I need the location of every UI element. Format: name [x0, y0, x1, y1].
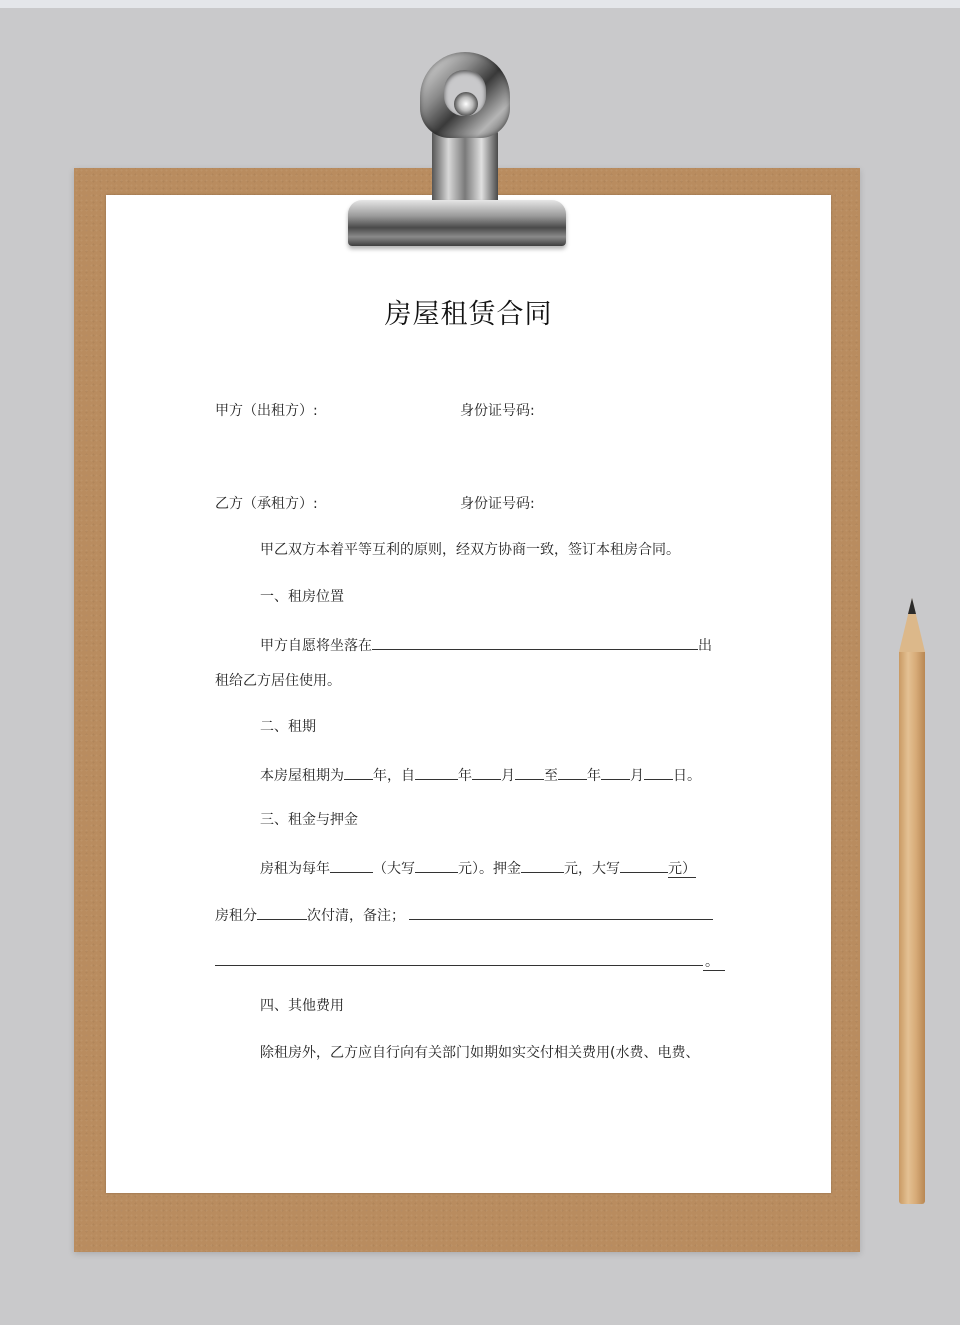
term-text: 至: [544, 768, 558, 784]
rent-text: （大写: [373, 861, 415, 877]
section3-line2: [215, 905, 713, 925]
installments-text: 房租分: [215, 908, 257, 924]
term-text: 年，自: [373, 768, 415, 784]
deposit-uppercase-blank[interactable]: [620, 858, 668, 873]
section1-text-c: 租给乙方居住使用。: [215, 673, 341, 689]
start-day-blank[interactable]: [515, 765, 544, 780]
section1-line: [260, 635, 712, 655]
top-strip: [0, 0, 960, 8]
term-text: 月: [630, 768, 644, 784]
pencil-lead: [908, 598, 916, 614]
end-day-blank[interactable]: [644, 765, 673, 780]
remarks-text: 次付清，备注；: [307, 908, 405, 924]
section4-text: 除租房外，乙方应自行向有关部门如期如实交付相关费用(水费、电费、: [260, 1045, 700, 1061]
pencil-body: [899, 652, 925, 1204]
start-month-blank[interactable]: [472, 765, 501, 780]
end-mark: 。: [703, 954, 725, 971]
section1-heading: 一、租房位置: [260, 589, 344, 605]
term-text: 年: [458, 768, 472, 784]
clip-base-icon: [348, 200, 566, 246]
term-text: 日。: [673, 768, 701, 784]
party-a-label: 甲方（出租方）:: [215, 403, 318, 419]
preamble-text: 甲乙双方本着平等互利的原则，经双方协商一致，签订本租房合同。: [260, 542, 680, 558]
document-title: 房屋租赁合同: [384, 299, 553, 330]
term-text: 年: [587, 768, 601, 784]
annual-rent-blank[interactable]: [330, 858, 373, 873]
party-b-label: 乙方（承租方）:: [215, 496, 318, 512]
rent-uppercase-blank[interactable]: [415, 858, 458, 873]
section3-line: [260, 858, 696, 878]
rent-text: 元）: [668, 861, 696, 877]
end-month-blank[interactable]: [601, 765, 630, 780]
rent-text: 元，大写: [564, 861, 620, 877]
pencil-icon: [899, 598, 925, 1208]
clip-neck: [432, 128, 498, 206]
section2-heading: 二、租期: [260, 719, 316, 735]
party-b-id-label: 身份证号码:: [460, 496, 535, 512]
party-a-id-label: 身份证号码:: [460, 403, 535, 419]
rent-text: 元）。押金: [458, 861, 521, 877]
section1-text-b: 出: [698, 638, 712, 654]
term-years-blank[interactable]: [344, 765, 373, 780]
clip-rivet-icon: [454, 92, 478, 116]
start-year-blank[interactable]: [415, 765, 458, 780]
installments-blank[interactable]: [257, 905, 307, 920]
remarks-continued-blank[interactable]: [215, 951, 703, 966]
term-text: 月: [501, 768, 515, 784]
term-text: 本房屋租期为: [260, 768, 344, 784]
rent-text: 房租为每年: [260, 861, 330, 877]
section3-heading: 三、租金与押金: [260, 812, 358, 828]
location-blank[interactable]: [372, 635, 698, 650]
deposit-blank[interactable]: [521, 858, 564, 873]
end-year-blank[interactable]: [558, 765, 587, 780]
section3-line3: [215, 951, 725, 971]
remarks-blank[interactable]: [409, 905, 713, 920]
section4-heading: 四、其他费用: [260, 998, 344, 1014]
section1-text-a: 甲方自愿将坐落在: [260, 638, 372, 654]
section2-line: [260, 765, 701, 785]
